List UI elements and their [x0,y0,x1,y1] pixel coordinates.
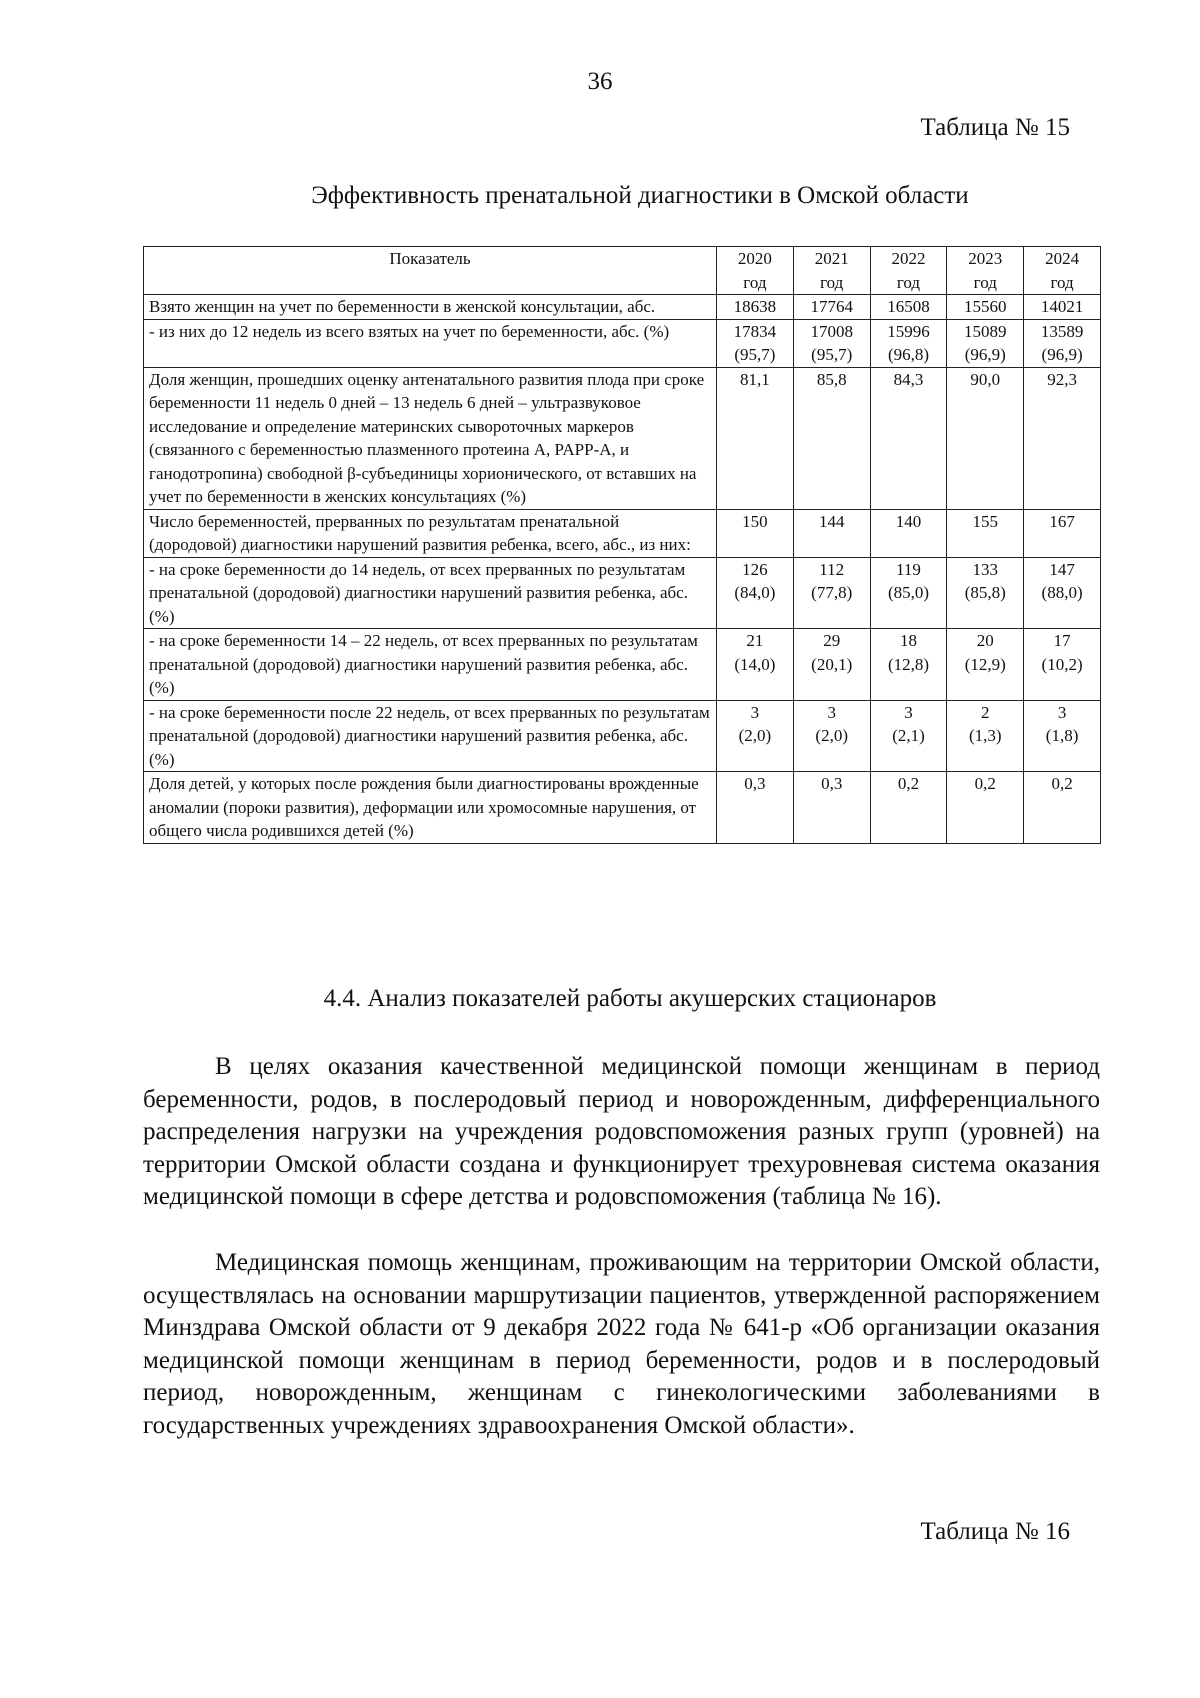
header-year-value: 2021 [814,249,849,268]
value-main: 15996 [887,321,930,341]
table-row [144,772,1101,844]
table-row [144,700,1101,772]
value-percent: (12,9) [964,654,1006,674]
value-cell [1024,367,1101,509]
value-main: 17764 [810,297,853,316]
value-main: 21 [746,631,764,650]
value-main: 20 [976,631,994,650]
value-percent: (96,8) [887,345,930,364]
table-16-label: Таблица № 16 [920,1518,1070,1545]
value-main: 92,3 [1047,369,1077,389]
value-percent: (2,0) [738,726,772,745]
value-main: 155 [972,511,999,531]
value-cell [717,319,794,367]
value-main: 0,2 [897,774,920,793]
header-year-value: 2022 [891,249,926,268]
value-percent: (95,7) [734,345,776,364]
paragraph-1: В целях оказания качественной медицинской помощи женщинам в период беременности, родов, в послеродовый период и новорожденным, дифференциального распределения нагрузки на учреждения родовспоможения разных групп (уровней) на территории Омской области создана и функционирует трехуровневая система оказания медицинской помощи в сфере детства и родовспоможения (таблица № 16). [143,1053,1100,1210]
value-percent: (77,8) [811,583,853,602]
value-main: 112 [819,559,845,579]
table-row [144,367,1101,509]
value-percent: (2,1) [892,726,925,745]
value-cell [1024,295,1101,320]
value-main: 84,3 [893,369,924,389]
value-percent: (12,8) [887,654,930,674]
value-percent: (85,0) [887,583,930,602]
value-percent: (84,0) [734,583,776,602]
header-year [1024,247,1101,295]
value-cell [717,295,794,320]
indicator-cell: Взято женщин на учет по беременности в женской консультации, абс. [144,295,717,320]
paragraph-2: Медицинская помощь женщинам, проживающим на территории Омской области, осуществлялась на основании маршрутизации пациентов, утвержденной распоряжением Минздрава Омской области от 9 декабря 2022 года № 641-р «Об организации оказания медицинской помощи женщинам в период беременности, родов и в послеродовый период, новорожденным, женщинам с гинекологическими заболеваниями в государственных учреждениях здравоохранения Омской области». [143,1249,1100,1439]
table-row [144,319,1101,367]
value-percent: (2,0) [815,726,848,745]
value-cell [947,295,1024,320]
header-year-unit: год [973,272,997,292]
indicator-cell: - на сроке беременности до 14 недель, от всех прерванных по результатам пренатальной (дородовой) диагностики нарушений развития ребенка, абс. (%) [144,557,717,629]
value-main: 29 [823,631,841,650]
value-main: 85,8 [816,369,847,389]
value-main: 17 [1053,631,1071,650]
value-main: 15560 [964,297,1007,316]
value-main: 0,3 [744,774,766,793]
value-cell [1024,509,1101,557]
value-cell [717,557,794,629]
value-main: 13589 [1040,321,1084,341]
value-cell [870,772,947,844]
value-percent: (96,9) [964,345,1006,364]
value-main: 17008 [810,321,853,341]
prenatal-diagnostics-table [143,246,1101,844]
value-main: 15089 [964,321,1007,341]
value-cell [793,772,870,844]
header-year-value: 2023 [968,249,1003,268]
header-year [717,247,794,295]
header-year [793,247,870,295]
page-number: 36 [587,68,613,95]
value-cell [793,319,870,367]
value-main: 18 [899,631,917,650]
value-cell [947,772,1024,844]
table-header-row [144,247,1101,295]
header-year [870,247,947,295]
value-cell [793,557,870,629]
value-cell [1024,772,1101,844]
header-year-value: 2020 [737,249,772,268]
value-main: 126 [742,559,768,579]
value-cell [947,319,1024,367]
value-cell [870,557,947,629]
value-cell [947,557,1024,629]
value-cell [717,700,794,772]
value-cell [717,367,794,509]
value-cell [793,700,870,772]
value-cell [870,700,947,772]
value-main: 3 [827,702,836,722]
value-cell [793,295,870,320]
value-main: 0,3 [821,774,843,793]
value-cell [870,629,947,701]
value-cell [870,367,947,509]
table-row [144,629,1101,701]
value-main: 3 [750,702,760,722]
header-year-unit: год [1050,272,1074,292]
indicator-cell: Доля женщин, прошедших оценку антенатального развития плода при сроке беременности 11 недель 0 дней – 13 недель 6 дней – ультразвуковое исследование и определение материнских сывороточных маркеров (связанного с беременностью плазменного протеина А, PAPP-A, и ганодотропина) свободной β-субъединицы хорионического, от вставших на учет по беременности в женских консультациях (%) [144,367,717,509]
value-percent: (95,7) [811,345,853,364]
value-cell [793,629,870,701]
value-percent: (14,0) [734,654,776,674]
value-cell [793,509,870,557]
value-main: 90,0 [970,369,1001,389]
value-main: 3 [904,702,913,722]
value-cell [793,367,870,509]
value-cell [1024,557,1101,629]
value-main: 0,2 [974,774,996,793]
value-cell [717,509,794,557]
value-percent: (20,1) [811,654,853,674]
value-main: 0,2 [1051,774,1073,793]
value-cell [1024,319,1101,367]
indicator-cell: - на сроке беременности 14 – 22 недель, от всех прерванных по результатам пренатальной (дородовой) диагностики нарушений развития ребенка, абс. (%) [144,629,717,701]
value-percent: (88,0) [1041,583,1083,602]
value-cell [717,629,794,701]
value-main: 81,1 [740,369,770,389]
header-year-unit: год [896,272,921,292]
value-cell [870,319,947,367]
indicator-cell: - из них до 12 недель из всего взятых на учет по беременности, абс. (%) [144,319,717,367]
table-body [144,295,1101,844]
indicator-cell: Число беременностей, прерванных по результатам пренатальной (дородовой) диагностики нарушений развития ребенка, всего, абс., из них: [144,509,717,557]
value-cell [947,629,1024,701]
header-year-unit: год [820,272,844,292]
value-main: 16508 [887,297,930,316]
value-main: 133 [972,559,999,579]
header-year [947,247,1024,295]
value-cell [1024,629,1101,701]
value-main: 14021 [1040,297,1084,316]
value-main: 140 [895,511,922,531]
value-cell [870,295,947,320]
table-15-label: Таблица № 15 [920,114,1070,141]
header-year-value: 2024 [1045,249,1080,268]
value-percent: (10,2) [1041,654,1083,674]
value-main: 150 [742,511,768,531]
value-main: 167 [1049,511,1075,531]
value-cell [947,367,1024,509]
value-cell [870,509,947,557]
table-row [144,295,1101,320]
value-main: 2 [981,702,990,722]
value-cell [947,700,1024,772]
value-main: 144 [818,511,845,531]
value-main: 17834 [733,321,777,341]
value-main: 3 [1057,702,1067,722]
value-percent: (85,8) [964,583,1006,602]
value-percent: (1,3) [969,726,1002,745]
header-indicator: Показатель [144,247,717,295]
table-row [144,557,1101,629]
value-percent: (96,9) [1041,345,1083,364]
indicator-cell: - на сроке беременности после 22 недель, от всех прерванных по результатам пренатальной (дородовой) диагностики нарушений развития ребенка, абс. (%) [144,700,717,772]
table-row [144,509,1101,557]
value-cell [717,772,794,844]
value-main: 18638 [733,297,777,316]
value-cell [947,509,1024,557]
value-main: 119 [896,559,921,579]
section-title: 4.4. Анализ показателей работы акушерских стационаров [323,985,937,1012]
table-15-title: Эффективность пренатальной диагностики в Омской области [311,182,969,209]
header-year-unit: год [743,272,767,292]
value-cell [1024,700,1101,772]
value-main: 147 [1049,559,1075,579]
value-percent: (1,8) [1045,726,1079,745]
indicator-cell: Доля детей, у которых после рождения были диагностированы врожденные аномалии (пороки развития), деформации или хромосомные нарушения, от общего числа родившихся детей (%) [144,772,717,844]
